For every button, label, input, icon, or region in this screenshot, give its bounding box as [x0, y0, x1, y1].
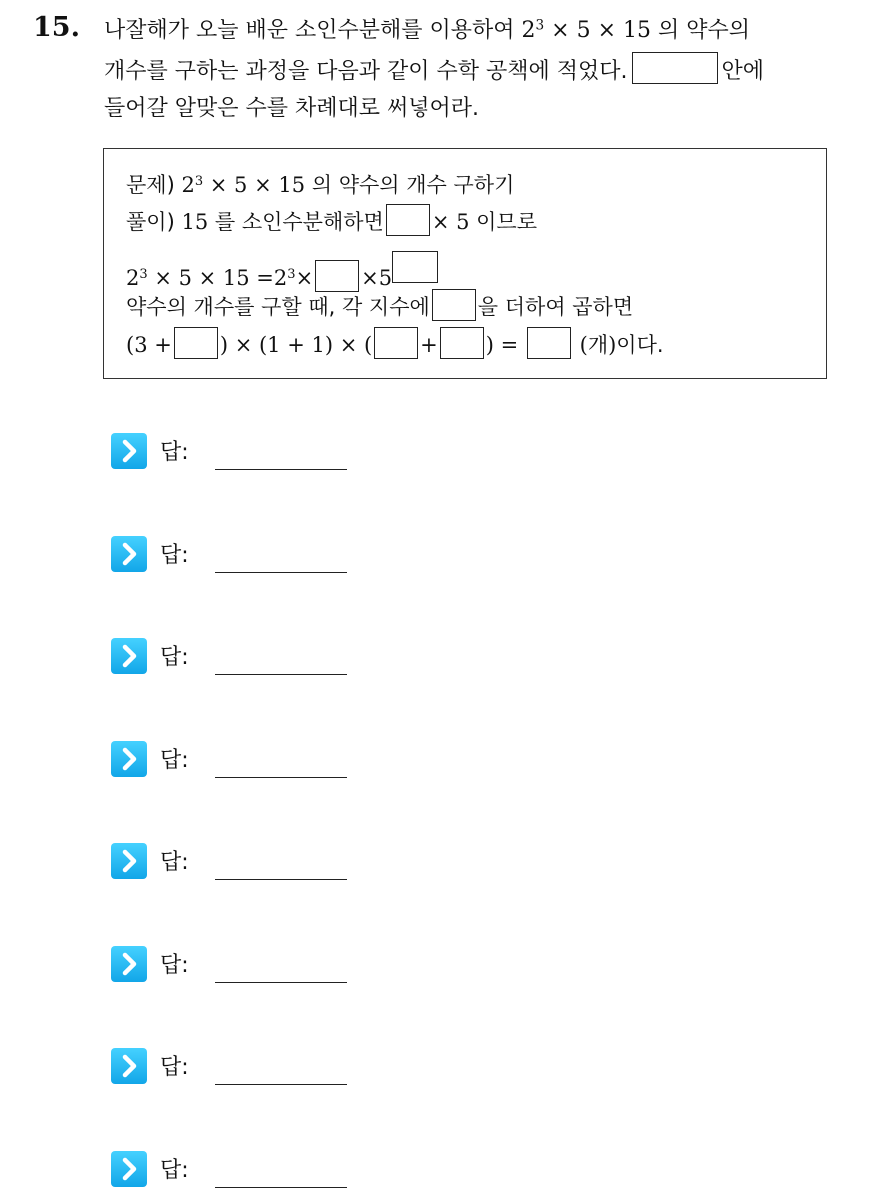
answer-blank-line[interactable] — [215, 572, 347, 573]
notebook-line-divisor-rule: 약수의 개수를 구할 때, 각 지수에 을 더하여 곱하면 — [126, 289, 633, 321]
blank-2[interactable] — [315, 260, 359, 292]
answer-label: 답: — [160, 748, 189, 773]
chevron-right-icon — [111, 536, 147, 572]
blank-5[interactable] — [174, 327, 218, 359]
answer-blank-line[interactable] — [215, 879, 347, 880]
answer-row — [111, 1149, 371, 1189]
answer-label: 답: — [160, 953, 189, 978]
answer-blank-line[interactable] — [215, 982, 347, 983]
chevron-right-icon — [111, 1151, 147, 1187]
notebook-box — [103, 148, 827, 379]
notebook-line-factorization: $2^3 \times 5 \times 15 =2^3\times \times 5$ — [126, 251, 438, 292]
answer-row — [111, 944, 371, 984]
answer-label: 답: — [160, 440, 189, 465]
chevron-right-icon — [111, 843, 147, 879]
answer-label: 답: — [160, 543, 189, 568]
answer-label: 답: — [160, 1055, 189, 1080]
answer-row — [111, 636, 371, 676]
answer-row — [111, 1046, 371, 1086]
chevron-right-icon — [111, 638, 147, 674]
chevron-right-icon — [111, 946, 147, 982]
blank-8[interactable] — [527, 327, 571, 359]
blank-3[interactable] — [392, 251, 438, 283]
answer-label: 답: — [160, 645, 189, 670]
question-answer-blank — [632, 52, 718, 84]
answer-blank-line[interactable] — [215, 1084, 347, 1085]
question-line-1: 나잘해가 오늘 배운 소인수분해를 이용하여 $2^3 \times 5 \times 15$ 의 약수의 — [104, 17, 751, 43]
answer-blank-line[interactable] — [215, 777, 347, 778]
answer-blank-line[interactable] — [215, 469, 347, 470]
answer-label: 답: — [160, 850, 189, 875]
answer-label: 답: — [160, 1158, 189, 1183]
notebook-line-problem: 문제) $2^3 \times 5 \times 15$ 의 약수의 개수 구하기 — [126, 173, 515, 197]
answer-blank-line[interactable] — [215, 674, 347, 675]
notebook-line-calculation: (3 + ) × (1 + 1) × ( + ) = (개)이다. — [126, 327, 664, 359]
answer-row — [111, 534, 371, 574]
question-line-2: 개수를 구하는 과정을 다음과 같이 수학 공책에 적었다. 안에 — [104, 52, 764, 85]
blank-7[interactable] — [440, 327, 484, 359]
chevron-right-icon — [111, 741, 147, 777]
question-line-3: 들어갈 알맞은 수를 차례대로 써넣어라. — [104, 96, 479, 121]
blank-6[interactable] — [374, 327, 418, 359]
answer-row — [111, 841, 371, 881]
answer-row — [111, 739, 371, 779]
blank-4[interactable] — [432, 289, 476, 321]
chevron-right-icon — [111, 1048, 147, 1084]
blank-1[interactable] — [386, 204, 430, 236]
chevron-right-icon — [111, 433, 147, 469]
question-number: 15. — [33, 12, 80, 43]
answer-row — [111, 431, 371, 471]
notebook-line-solution: 풀이) 15 를 소인수분해하면 × 5 이므로 — [126, 204, 537, 236]
